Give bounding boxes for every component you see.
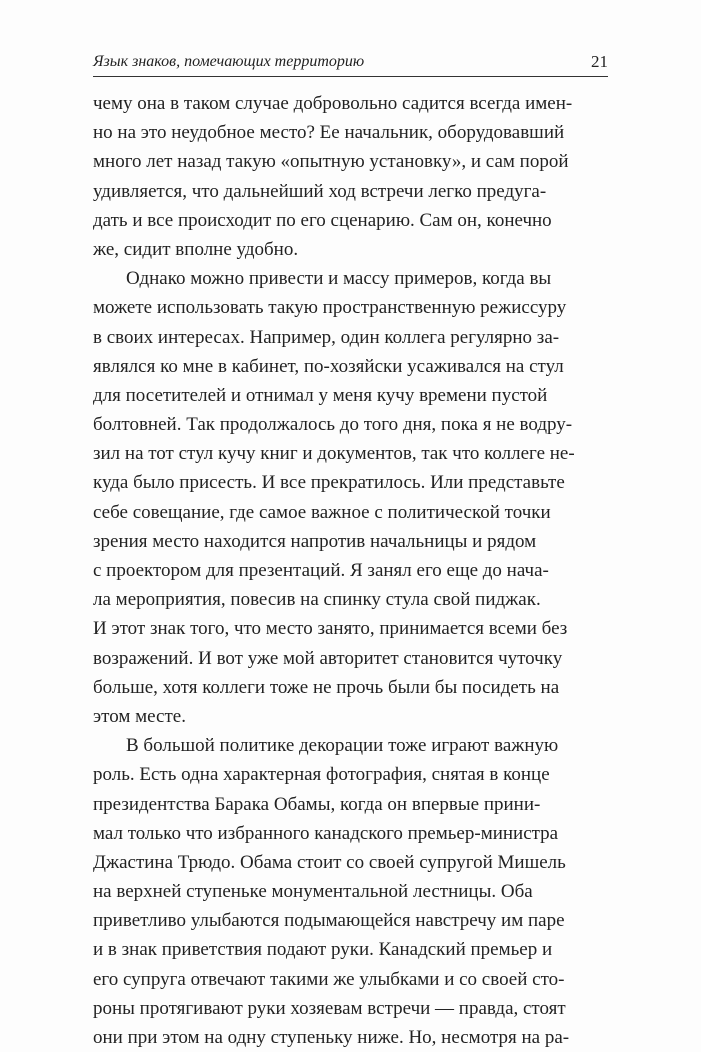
text-line: Джастина Трюдо. Обама стоит со своей супругой Мишель <box>93 851 566 873</box>
text-line: В большой политике декорации тоже играют важную <box>126 735 559 757</box>
text-line: но на это неудобное место? Ее начальник, оборудовавший <box>93 122 565 144</box>
text-line: же, сидит вполне удобно. <box>93 238 299 260</box>
text-line: мал только что избранного канадского премьер-министра <box>93 822 559 844</box>
text-line: зил на тот стул кучу книг и документов, так что коллеге не- <box>93 443 575 465</box>
text-line: на верхней ступеньке монументальной лестницы. Оба <box>93 881 533 903</box>
text-line: можете использовать такую пространственную режиссуру <box>93 297 567 319</box>
text-line: куда было присесть. И все прекратилось. Или представьте <box>93 472 565 494</box>
text-line: зрения место находится напротив начальницы и рядом <box>93 530 537 552</box>
text-line: являлся ко мне в кабинет, по-хозяйски усаживался на стул <box>93 355 564 377</box>
text-line: роль. Есть одна характерная фотография, снятая в конце <box>93 764 550 786</box>
text-line: ла мероприятия, повесив на спинку стула свой пиджак. <box>93 589 541 611</box>
text-line: в своих интересах. Например, один коллега регулярно за- <box>93 326 560 348</box>
text-line: чему она в таком случае добровольно садится всегда имен- <box>93 93 573 114</box>
running-title: Язык знаков, помечающих территорию <box>93 53 365 70</box>
text-line: его супруга отвечают такими же улыбками и со своей сто- <box>93 968 565 990</box>
text-line: президентства Барака Обамы, когда он впервые прини- <box>93 793 541 815</box>
body-text <box>93 89 608 1052</box>
text-line: И этот знак того, что место занято, принимается всеми без <box>93 618 568 640</box>
text-line: болтовней. Так продолжалось до того дня, пока я не водру- <box>93 414 573 436</box>
text-line: больше, хотя коллеги тоже не прочь были бы посидеть на <box>93 676 560 698</box>
text-line: для посетителей и отнимал у меня кучу времени пустой <box>93 384 548 406</box>
text-line: с проектором для презентаций. Я занял его еще до нача- <box>93 560 549 581</box>
text-line: и в знак приветствия подают руки. Канадский премьер и <box>93 939 553 961</box>
text-line: они при этом на одну ступеньку ниже. Но, несмотря на ра- <box>93 1027 570 1048</box>
text-line: себе совещание, где самое важное с политической точки <box>93 501 551 523</box>
text-line: этом месте. <box>93 705 186 727</box>
header-rule <box>93 76 608 77</box>
page-number: 21 <box>591 52 608 71</box>
text-line: удивляется, что дальнейший ход встречи легко предуга- <box>93 180 547 202</box>
text-line: роны протягивают руки хозяевам встречи — правда, стоят <box>93 997 566 1019</box>
text-line: Однако можно привести и массу примеров, когда вы <box>126 268 552 290</box>
text-line: дать и все происходит по его сценарию. Сам он, конечно <box>93 209 552 231</box>
text-line: приветливо улыбаются подымающейся навстречу им паре <box>93 910 565 932</box>
text-line: много лет назад такую «опытную установку», и сам порой <box>93 151 569 173</box>
text-line: возражений. И вот уже мой авторитет становится чуточку <box>93 647 563 669</box>
